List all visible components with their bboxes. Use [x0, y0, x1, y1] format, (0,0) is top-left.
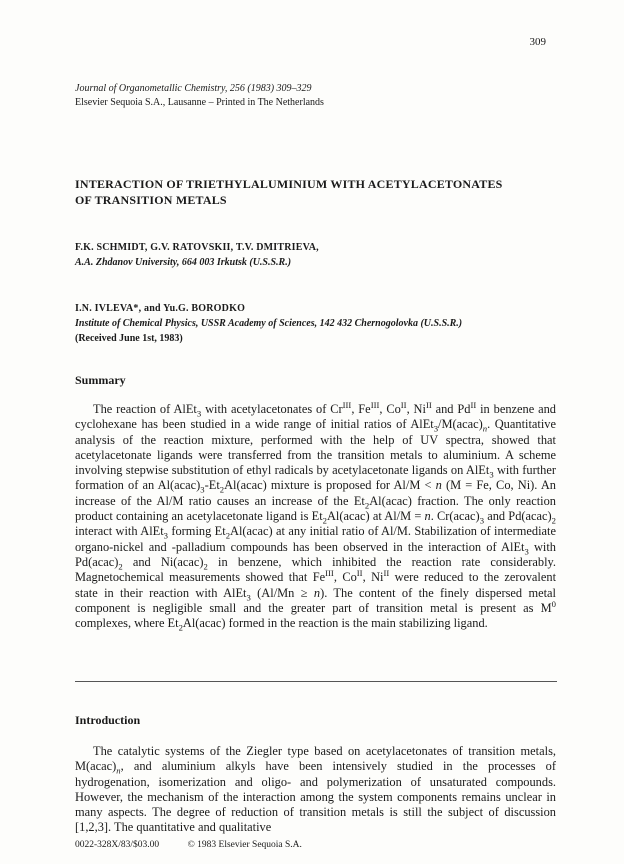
article-title: [75, 176, 555, 208]
title-line-1: INTERACTION OF TRIETHYLALUMINIUM WITH ACETYLACETONATES: [75, 177, 503, 191]
publisher-line: Elsevier Sequoia S.A., Lausanne – Printed in The Netherlands: [75, 97, 324, 108]
affiliation-2: Institute of Chemical Physics, USSR Academy of Sciences, 142 432 Chernogolovka (U.S.S.R.): [75, 318, 463, 329]
footer: [75, 840, 328, 850]
price-code: 0022-328X/83/$03.00: [75, 840, 160, 850]
author-group-2: [75, 301, 555, 346]
copyright-line: © 1983 Elsevier Sequoia S.A.: [187, 840, 302, 850]
received-date: (Received June 1st, 1983): [75, 333, 183, 344]
author-group-1: [75, 240, 555, 270]
affiliation-1: A.A. Zhdanov University, 664 003 Irkutsk (U.S.S.R.): [75, 257, 292, 268]
title-line-2: OF TRANSITION METALS: [75, 193, 227, 207]
journal-header: [75, 82, 324, 110]
section-divider: [75, 681, 557, 682]
introduction-body: [75, 744, 556, 836]
abstract: [75, 399, 557, 633]
page-number: 309: [529, 36, 546, 48]
summary-heading: Summary: [75, 373, 126, 387]
journal-citation: Journal of Organometallic Chemistry, 256 (1983) 309–329: [75, 83, 312, 94]
introduction-heading: Introduction: [75, 713, 141, 727]
abstract-paragraph: The reaction of AlEt$_3$ with acetylacetonates of $Cr^{III}$, $Fe^{III}$, $Co^{II}$, $Ni^{II}$ and $Pd^{II}$ in benzene and cyclohexane has been studied in a wide range of initial ratios of $AlEt_3/M(acac)_n$. Quantitative analysis of the reaction mixture, performed with the help of UV spectra, showed that acetylacetonate ligands were transferred from the transition metals to aluminium. A scheme involving stepwise substitution of ethyl radicals by acetylacetonate ligands on AlEt$_3$ with further formation of an $Al(acac)_3-Et_2Al(acac)$ mixture is proposed for Al/M < n (M = Fe, Co, Ni). An increase of the Al/M ratio causes an increase of the $Et_2Al(acac)$ fraction. The only reaction product containing an acetylacetonate ligand is $Et_2Al(acac)$ at Al/M = n. $Cr(acac)_3$ and $Pd(acac)_2$ interact with AlEt$_3$ forming $Et_2Al(acac)$ at any initial ratio of Al/M. Stabilization of intermediate organo-nickel and -palladium compounds has been observed in the interaction of AlEt$_3$ with $Pd(acac)_2$ and $Ni(acac)_2$ in benzene, which inhibited the reaction rate considerably. Magnetochemical measurements showed that $Fe^{III}$, $Co^{II}$, $Ni^{II}$ were reduced to the zerovalent state in their reaction with AlEt$_3$ (Al/Mn ≥ n). The content of the finely dispersed metal component is negligible small and the greater part of transition metal is present as $M^0$ complexes, where $Et_2Al(acac)$ formed in the reaction is the main stabilizing ligand.: [75, 399, 557, 633]
introduction-paragraph: The catalytic systems of the Ziegler type based on acetylacetonates of transition metals, $M(acac)_n$, and aluminium alkyls have been intensively studied in the processes of hydrogenation, isomerization and oligo- and polymerization of unsaturated compounds. However, the mechanism of the interaction among the system components remains unclear in many aspects. The degree of reduction of transition metals is still the subject of discussion [1,2,3]. The quantitative and qualitative: [75, 744, 556, 835]
author-names-2: I.N. IVLEVA*, and Yu.G. BORODKO: [75, 303, 246, 314]
author-names-1: F.K. SCHMIDT, G.V. RATOVSKII, T.V. DMITRIEVA,: [75, 242, 319, 253]
